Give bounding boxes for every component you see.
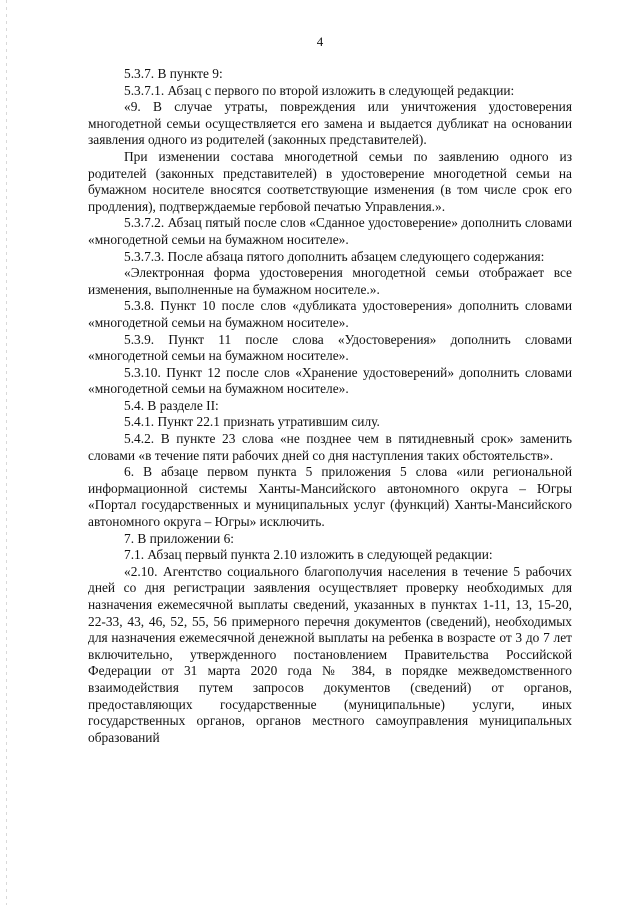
paragraph-5-4-2: 5.4.2. В пункте 23 слова «не позднее чем в пятидневный срок» заменить словами «в течение пяти рабочих дней со дня наступления таких обстоятельств». bbox=[88, 431, 572, 463]
paragraph-5-3-10: 5.3.10. Пункт 12 после слов «Хранение удостоверений» дополнить словами «многодетной семьи на бумажном носителе». bbox=[88, 364, 572, 397]
paragraph-6: 6. В абзаце первом пункта 5 приложения 5 слова «или региональной информационной системы Ханты-Мансийского автономного округа – Югры «Портал государственных и муниципальных услуг (функций) Ханты-Мансийского автономного округа – Югры» исключить. bbox=[88, 464, 572, 530]
paragraph-2-10: «2.10. Агентство социального благополучия населения в течение 5 рабочих дней со дня регистрации заявления осуществляет проверку необходимых для назначения ежемесячной выплаты сведений, указанных в пунктах 1-11, 13, 15-20, 22-33, 43, 46, 52, 55, 56 примерного перечня документов (сведений), необходимых для назначения ежемесячной денежной выплаты на ребенка в возрасте от 3 до 7 лет включительно, утвержденного постановлением Правительства Российской Федерации от 31 марта 2020 года № 384, в порядке межведомственного взаимодействия путем запросов документов (сведений) от органов, предоставляющих государственные (муниципальные) услуги, иных государственных органов, органов местного самоуправления муниципальных образований bbox=[88, 563, 572, 745]
page-number: 4 bbox=[316, 34, 324, 49]
paragraph-7-1: 7.1. Абзац первый пункта 2.10 изложить в следующей редакции: bbox=[124, 547, 493, 563]
paragraph-quote-9: «9. В случае утраты, повреждения или уничтожения удостоверения многодетной семьи осуществляется его замена и выдается дубликат на основании заявления одного из родителей (законных представителей). bbox=[88, 99, 572, 148]
paragraph-5-4-1: 5.4.1. Пункт 22.1 признать утратившим силу. bbox=[124, 414, 380, 430]
paragraph-5-3-7-2: 5.3.7.2. Абзац пятый после слов «Сданное удостоверение» дополнить словами «многодетной семьи на бумажном носителе». bbox=[88, 215, 572, 247]
paragraph-5-3-7: 5.3.7. В пункте 9: bbox=[124, 66, 223, 81]
scan-edge-dots bbox=[6, 0, 7, 905]
paragraph-electronic-form: «Электронная форма удостоверения многодетной семьи отображает все изменения, выполненные на бумажном носителе.». bbox=[88, 265, 572, 297]
paragraph-5-3-9: 5.3.9. Пункт 11 после слова «Удостоверения» дополнить словами «многодетной семьи на бумажном носителе». bbox=[88, 331, 572, 364]
paragraph-composition-change: При изменении состава многодетной семьи по заявлению одного из родителей (законных представителей) в удостоверение многодетной семьи на бумажном носителе вносятся соответствующие изменения (в том числе срок его продления), подтверждаемые гербовой печатью Управления.». bbox=[88, 148, 572, 214]
paragraph-5-3-7-1: 5.3.7.1. Абзац с первого по второй изложить в следующей редакции: bbox=[124, 82, 515, 98]
document-body bbox=[88, 66, 572, 746]
paragraph-5-3-8: 5.3.8. Пункт 10 после слов «дубликата удостоверения» дополнить словами «многодетной семьи на бумажном носителе». bbox=[88, 298, 572, 330]
paragraph-5-3-7-3: 5.3.7.3. После абзаца пятого дополнить абзацем следующего содержания: bbox=[124, 248, 545, 264]
paragraph-5-4: 5.4. В разделе II: bbox=[124, 397, 219, 413]
paragraph-7: 7. В приложении 6: bbox=[124, 530, 235, 546]
